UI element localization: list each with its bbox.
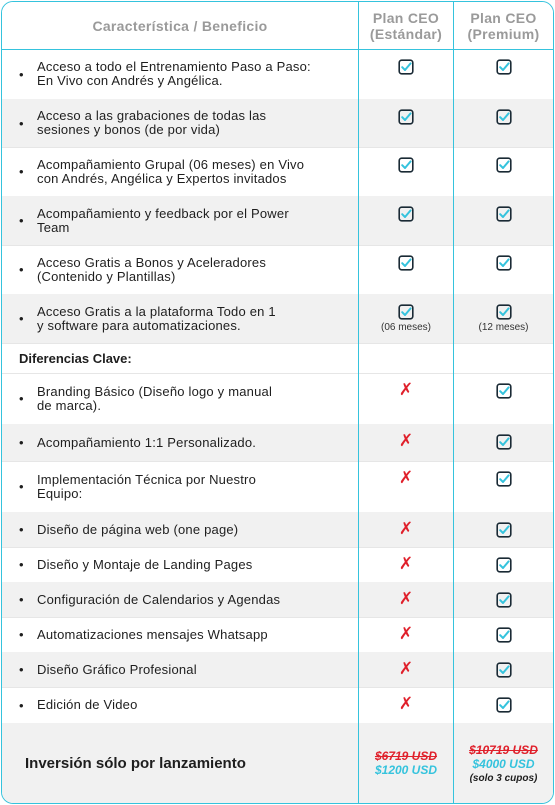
slots-note: (solo 3 cupos) [469, 772, 538, 784]
feature-label: Implementación Técnica por Nuestro Equipo: [37, 471, 256, 501]
bullet: • [19, 697, 24, 713]
table-row [2, 49, 553, 100]
checkbox-checked-icon [496, 662, 512, 678]
checkbox-checked-icon [496, 206, 512, 222]
feature-cell [2, 99, 358, 147]
red-x-icon: ✗ [398, 519, 414, 538]
checkbox-checked-icon [496, 304, 512, 320]
checkbox-checked-icon [496, 255, 512, 271]
premium-cell [454, 512, 553, 547]
premium-cell [454, 617, 553, 652]
checkbox-checked-icon [496, 522, 512, 538]
bullet: • [19, 164, 24, 179]
bullet: • [19, 662, 24, 677]
plan-standard-tier: (Estándar) [369, 25, 443, 42]
feature-label: Diseño Gráfico Profesional [37, 661, 197, 677]
checkbox-checked-icon [398, 304, 414, 320]
red-x-icon: ✗ [398, 589, 414, 608]
old-price: $6719 USD [374, 749, 438, 763]
feature-cell [2, 294, 358, 343]
feature-label: Acceso Gratis a Bonos y Aceleradores (Contenido y Plantillas) [37, 254, 267, 284]
checkbox-checked-icon [496, 434, 512, 450]
standard-price [375, 723, 437, 803]
feature-cell [2, 49, 358, 99]
feature-label: Configuración de Calendarios y Agendas [37, 591, 281, 607]
standard-cell [359, 373, 453, 424]
premium-cell [454, 424, 553, 461]
investment-label: Inversión sólo por lanzamiento [25, 754, 246, 772]
checkbox-checked-icon [496, 471, 512, 487]
checkbox-checked-icon [398, 255, 414, 271]
table-row [2, 99, 553, 148]
table-row [2, 196, 553, 246]
table-row [2, 245, 553, 295]
standard-cell [359, 99, 453, 147]
premium-cell [454, 582, 553, 617]
premium-cell [454, 49, 553, 99]
checkbox-checked-icon [398, 157, 414, 173]
feature-cell [2, 582, 358, 617]
investment-row [2, 723, 553, 803]
bullet: • [19, 311, 24, 326]
table-row [2, 652, 553, 688]
bullet: • [19, 557, 24, 572]
standard-cell [359, 49, 453, 99]
premium-price [469, 723, 538, 803]
feature-cell [2, 461, 358, 512]
checkbox-checked-icon [496, 383, 512, 399]
standard-cell [359, 687, 453, 723]
feature-cell [2, 373, 358, 424]
feature-cell [2, 687, 358, 723]
standard-cell [359, 547, 453, 582]
bullet: • [19, 522, 24, 537]
table-row [2, 147, 553, 197]
checkbox-checked-icon [496, 627, 512, 643]
premium-cell [454, 99, 553, 147]
bullet: • [19, 213, 24, 228]
standard-cell [359, 582, 453, 617]
feature-label: Diseño de página web (one page) [37, 521, 239, 537]
feature-cell [2, 547, 358, 582]
premium-cell [454, 196, 553, 245]
feature-label: Branding Básico (Diseño logo y manual de marca). [37, 383, 273, 413]
table-row [2, 687, 553, 724]
standard-cell [359, 245, 453, 294]
feature-cell [2, 245, 358, 294]
premium-cell [454, 687, 553, 723]
premium-price-cell [454, 723, 553, 803]
section-row [2, 343, 553, 374]
bullet: • [19, 115, 24, 131]
feature-cell [2, 424, 358, 461]
feature-cell [2, 147, 358, 196]
column-divider [453, 2, 454, 803]
bullet: • [19, 66, 24, 82]
red-x-icon: ✗ [398, 380, 414, 399]
checkbox-checked-icon [496, 157, 512, 173]
standard-cell [359, 461, 453, 512]
bullet: • [19, 391, 24, 406]
premium-cell [454, 652, 553, 687]
checkbox-checked-icon [496, 109, 512, 125]
standard-cell [359, 512, 453, 547]
feature-label: Acompañamiento Grupal (06 meses) en Vivo con Andrés, Angélica y Expertos invitados [37, 156, 305, 186]
standard-cell [359, 617, 453, 652]
bullet: • [19, 262, 24, 277]
bullet: • [19, 592, 24, 607]
feature-label: Automatizaciones mensajes Whatsapp [37, 626, 268, 642]
plan-premium-name: Plan CEO [470, 9, 537, 26]
launch-price: $4000 USD [472, 756, 535, 771]
plan-standard-header [359, 2, 453, 49]
feature-cell [2, 196, 358, 245]
red-x-icon: ✗ [398, 468, 414, 487]
checkbox-checked-icon [398, 59, 414, 75]
duration-note: (12 meses) [478, 322, 529, 333]
duration-note: (06 meses) [380, 322, 431, 333]
standard-cell [359, 196, 453, 245]
bullet: • [19, 479, 24, 494]
launch-price: $1200 USD [374, 763, 438, 777]
bullet: • [19, 435, 24, 450]
checkbox-checked-icon [398, 109, 414, 125]
old-price: $10719 USD [469, 742, 538, 757]
checkbox-checked-icon [398, 206, 414, 222]
red-x-icon: ✗ [398, 554, 414, 573]
table-row [2, 461, 553, 513]
checkbox-checked-icon [496, 557, 512, 573]
feature-cell [2, 617, 358, 652]
table-row [2, 294, 553, 344]
standard-price-cell [359, 723, 453, 803]
premium-cell [454, 547, 553, 582]
checkbox-checked-icon [496, 59, 512, 75]
feature-label: Edición de Video [37, 697, 138, 712]
table-row [2, 582, 553, 618]
premium-cell [454, 245, 553, 294]
red-x-icon: ✗ [398, 659, 414, 678]
premium-cell [454, 294, 553, 343]
feature-label: Diseño y Montaje de Landing Pages [37, 556, 253, 572]
feature-label: Acceso Gratis a la plataforma Todo en 1 y software para automatizaciones. [37, 303, 276, 333]
comparison-table [1, 1, 554, 804]
checkbox-checked-icon [496, 592, 512, 608]
premium-cell [454, 461, 553, 512]
table-row [2, 547, 553, 583]
red-x-icon: ✗ [398, 431, 414, 450]
feature-label: Acompañamiento y feedback por el Power Team [37, 205, 289, 235]
plan-standard-name: Plan CEO [372, 9, 440, 26]
table-header [2, 2, 553, 50]
standard-cell [359, 294, 453, 343]
standard-cell [359, 652, 453, 687]
red-x-icon: ✗ [398, 624, 414, 643]
red-x-icon: ✗ [398, 694, 414, 713]
checkbox-checked-icon [496, 697, 512, 713]
standard-cell [359, 147, 453, 196]
plan-premium-header [454, 2, 553, 49]
feature-label: Acceso a todo el Entrenamiento Paso a Paso: En Vivo con Andrés y Angélica. [37, 59, 311, 88]
section-title: Diferencias Clave: [19, 350, 132, 366]
plan-premium-tier: (Premium) [467, 25, 540, 42]
feature-label: Acceso a las grabaciones de todas las sesiones y bonos (de por vida) [37, 108, 267, 137]
table-row [2, 424, 553, 462]
feature-cell [2, 512, 358, 547]
table-row [2, 373, 553, 425]
standard-cell [359, 424, 453, 461]
bullet: • [19, 627, 24, 642]
premium-cell [454, 373, 553, 424]
feature-column-header: Característica / Beneficio [92, 17, 268, 34]
table-row [2, 617, 553, 653]
premium-cell [454, 147, 553, 196]
column-divider [358, 2, 359, 803]
feature-label: Acompañamiento 1:1 Personalizado. [37, 434, 257, 450]
feature-cell [2, 652, 358, 687]
table-row [2, 512, 553, 548]
